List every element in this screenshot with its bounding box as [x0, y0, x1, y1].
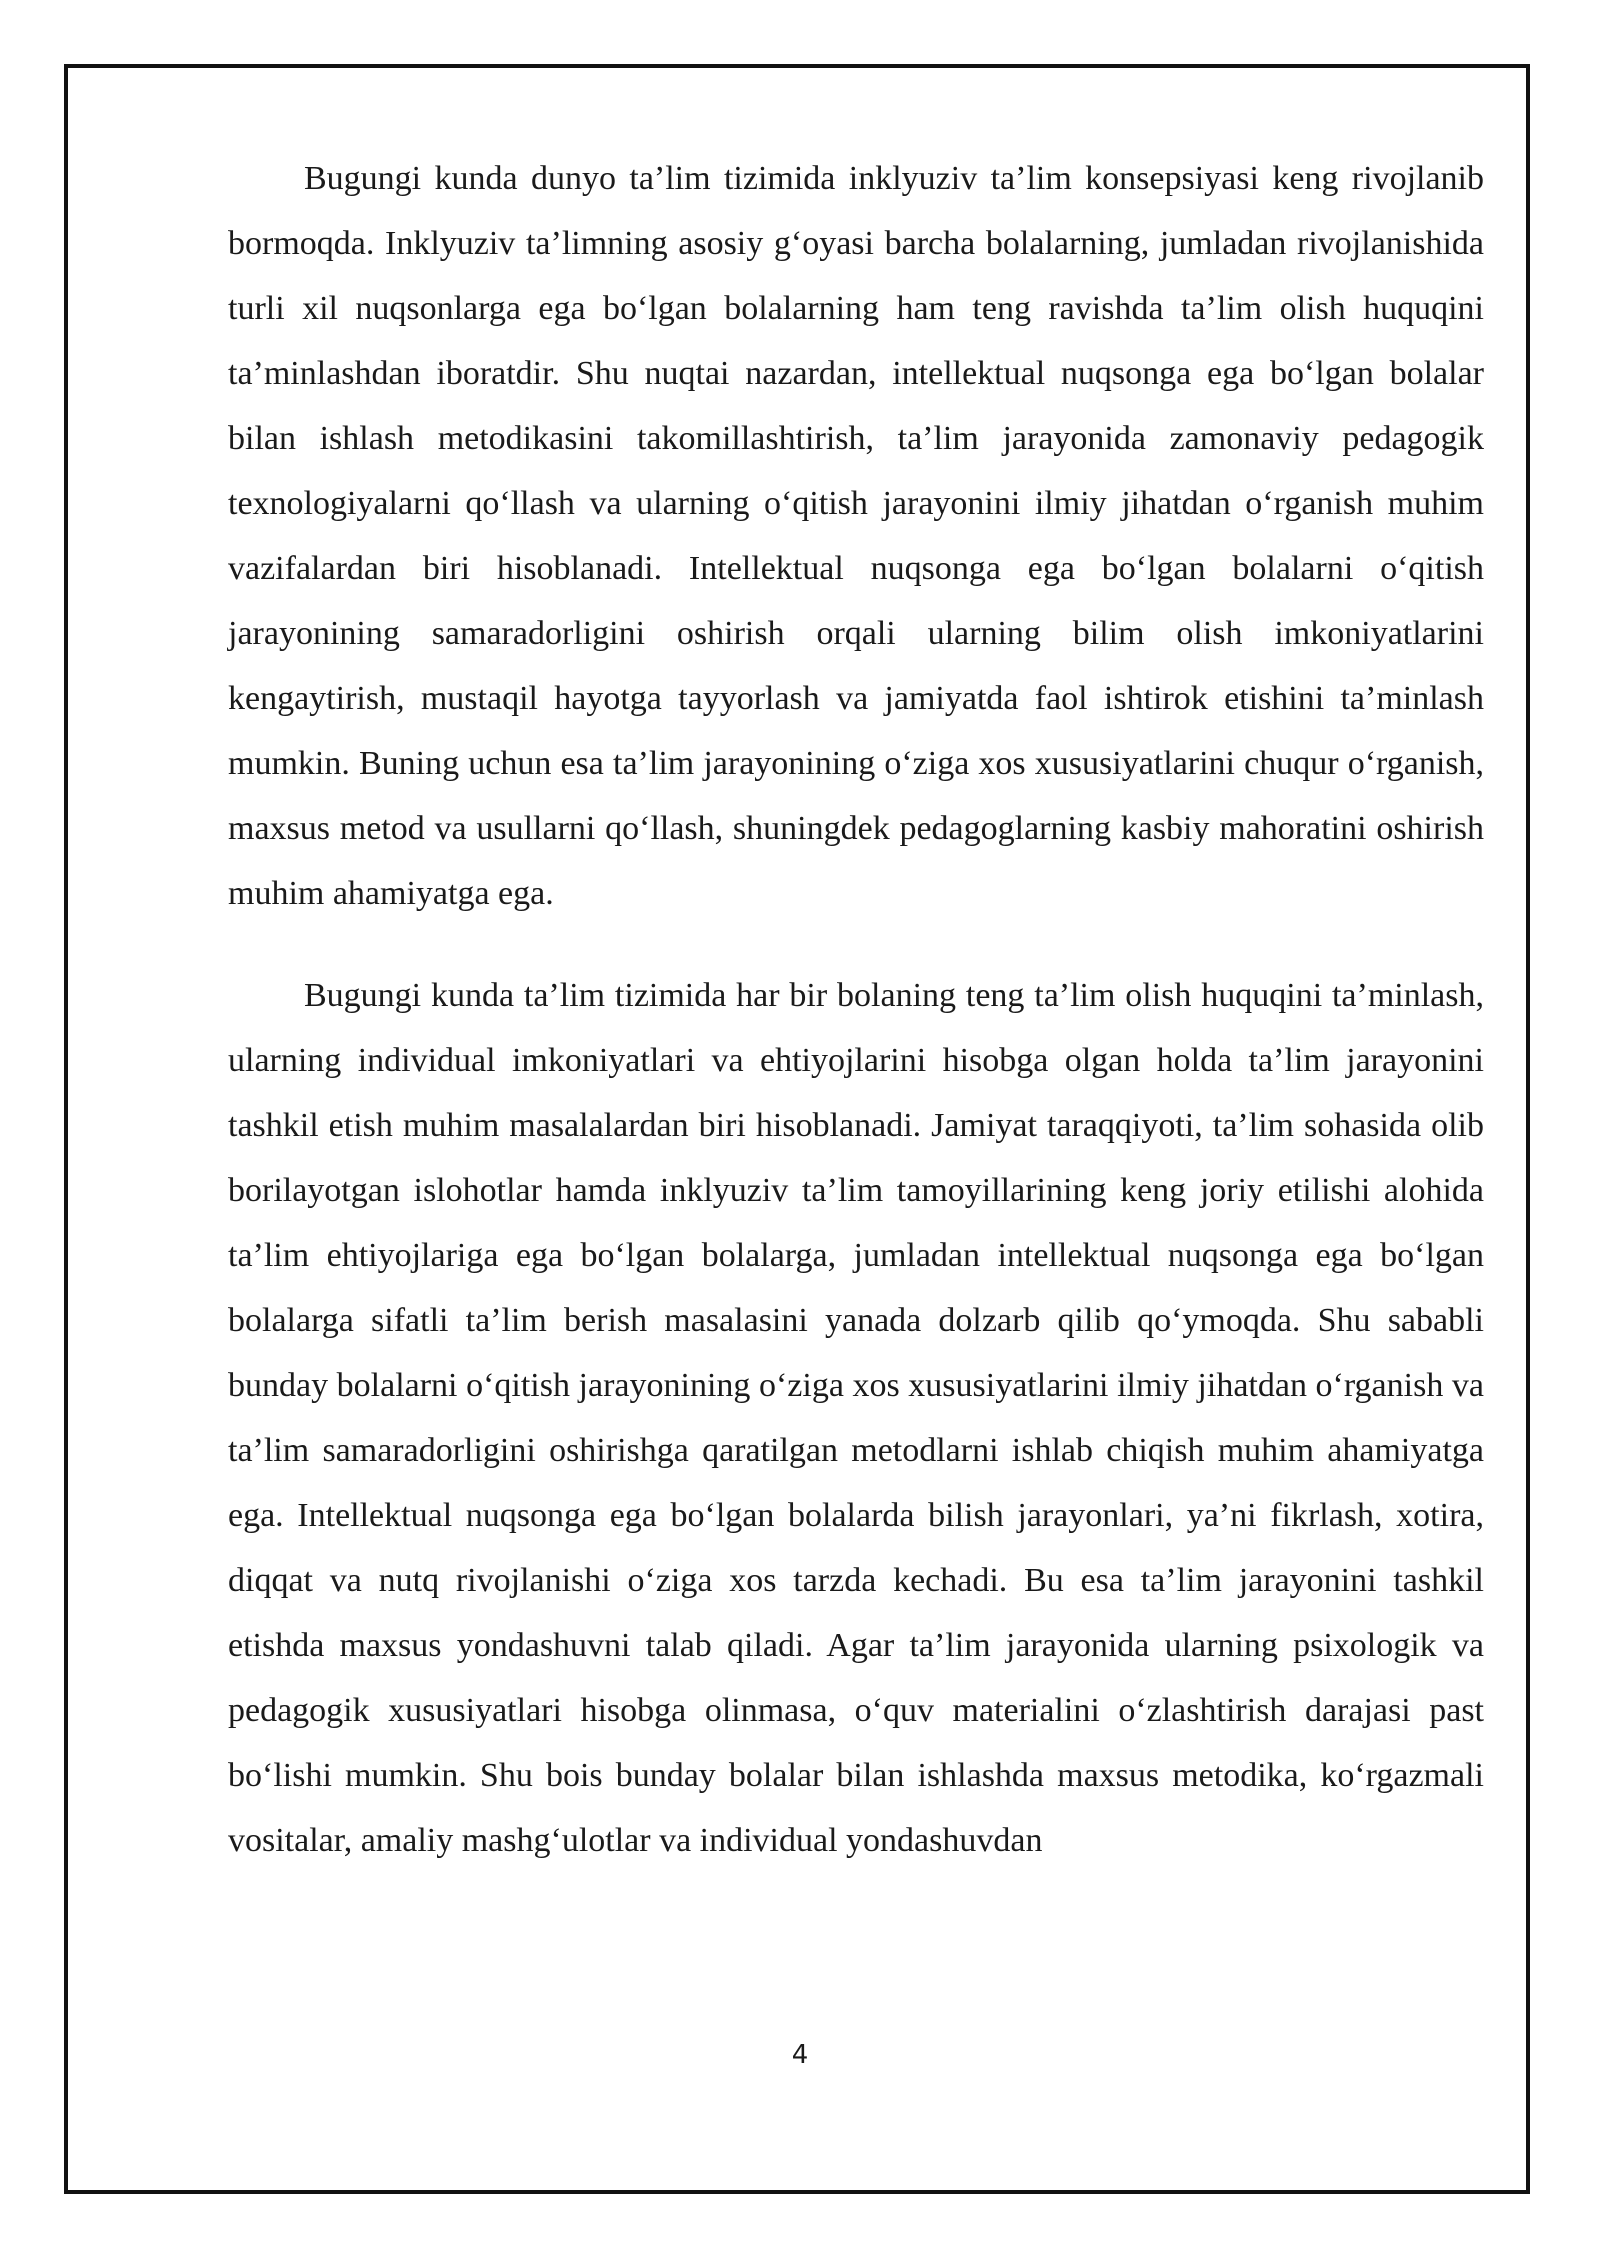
document-body — [228, 146, 1484, 1873]
paragraph-2: Bugungi kunda ta’lim tizimida har bir bolaning teng ta’lim olish huquqini ta’minlash, ularning individual imkoniyatlari va ehtiyojlarini hisobga olgan holda ta’lim jarayonini tashkil etish muhim masalalardan biri hisoblanadi. Jamiyat taraqqiyoti, ta’lim sohasida olib borilayotgan islohotlar hamda inklyuziv ta’lim tamoyillarining keng joriy etilishi alohida ta’lim ehtiyojlariga ega bo‘lgan bolalarga, jumladan intellektual nuqsonga ega bo‘lgan bolalarga sifatli ta’lim berish masalasini yanada dolzarb qilib qo‘ymoqda. Shu sababli bunday bolalarni o‘qitish jarayonining o‘ziga xos xususiyatlarini ilmiy jihatdan o‘rganish va ta’lim samaradorligini oshirishga qaratilgan metodlarni ishlab chiqish muhim ahamiyatga ega. Intellektual nuqsonga ega bo‘lgan bolalarda bilish jarayonlari, ya’ni fikrlash, xotira, diqqat va nutq rivojlanishi o‘ziga xos tarzda kechadi. Bu esa ta’lim jarayonini tashkil etishda maxsus yondashuvni talab qiladi. Agar ta’lim jarayonida ularning psixologik va pedagogik xususiyatlari hisobga olinmasa, o‘quv materialini o‘zlashtirish darajasi past bo‘lishi mumkin. Shu bois bunday bolalar bilan ishlashda maxsus metodika, ko‘rgazmali vositalar, amaliy mashg‘ulotlar va individual yondashuvdan — [228, 977, 1484, 1859]
page-number: 4 — [791, 2040, 809, 2070]
paragraph-1: Bugungi kunda dunyo ta’lim tizimida inklyuziv ta’lim konsepsiyasi keng rivojlanib bormoqda. Inklyuziv ta’limning asosiy g‘oyasi barcha bolalarning, jumladan rivojlanishida turli xil nuqsonlarga ega bo‘lgan bolalarning ham teng ravishda ta’lim olish huquqini ta’minlashdan iboratdir. Shu nuqtai nazardan, intellektual nuqsonga ega bo‘lgan bolalar bilan ishlash metodikasini takomillashtirish, ta’lim jarayonida zamonaviy pedagogik texnologiyalarni qo‘llash va ularning o‘qitish jarayonini ilmiy jihatdan o‘rganish muhim vazifalardan biri hisoblanadi. Intellektual nuqsonga ega bo‘lgan bolalarni o‘qitish jarayonining samaradorligini oshirish orqali ularning bilim olish imkoniyatlarini kengaytirish, mustaqil hayotga tayyorlash va jamiyatda faol ishtirok etishini ta’minlash mumkin. Buning uchun esa ta’lim jarayonining o‘ziga xos xususiyatlarini chuqur o‘rganish, maxsus metod va usullarni qo‘llash, shuningdek pedagoglarning kasbiy mahoratini oshirish muhim ahamiyatga ega. — [228, 160, 1484, 912]
